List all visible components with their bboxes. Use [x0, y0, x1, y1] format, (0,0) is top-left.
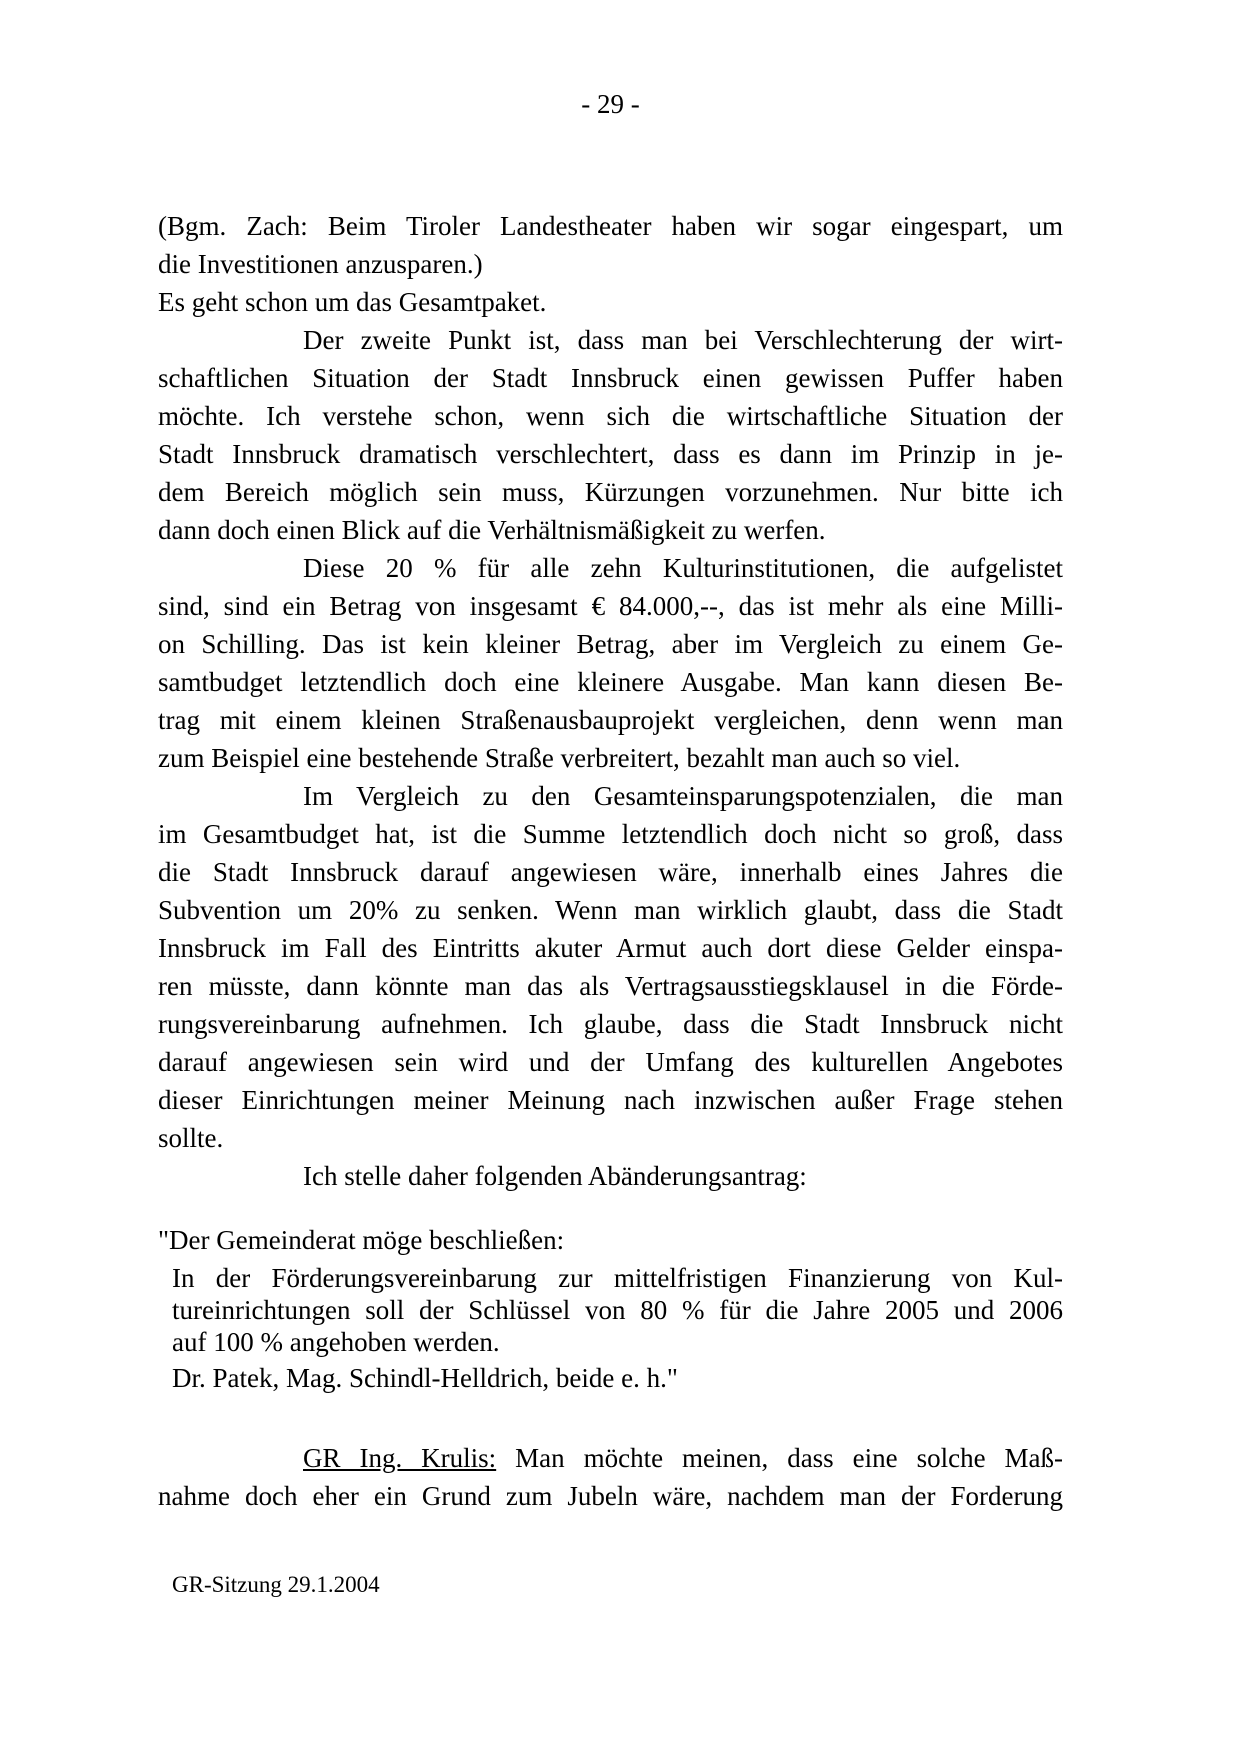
- motion-line: In der Förderungsvereinbarung zur mittelfristigen Finanzierung von Kul-: [172, 1263, 1063, 1293]
- text-line: schaftlichen Situation der Stadt Innsbruck einen gewissen Puffer haben: [158, 363, 1063, 393]
- page-text-block: [158, 0, 1063, 1599]
- text-line: sollte.: [158, 1123, 224, 1153]
- speaker-text: Man möchte meinen, dass eine solche Maß-: [496, 1443, 1064, 1473]
- paragraph-krulis: [158, 1439, 1063, 1515]
- statement-line: Es geht schon um das Gesamtpaket.: [158, 287, 547, 317]
- text-line: nahme doch eher ein Grund zum Jubeln wäre, nachdem man der Forderung: [158, 1481, 1063, 1511]
- text-line: Der zweite Punkt ist, dass man bei Verschlechterung der wirt-: [303, 325, 1063, 355]
- text-line: rungsvereinbarung aufnehmen. Ich glaube, dass die Stadt Innsbruck nicht: [158, 1009, 1063, 1039]
- text-line: Diese 20 % für alle zehn Kulturinstitutionen, die aufgelistet: [303, 553, 1063, 583]
- paragraph-vergleich: [158, 777, 1063, 1157]
- page-number: - 29 -: [581, 89, 640, 119]
- text-line: dann doch einen Blick auf die Verhältnismäßigkeit zu werfen.: [158, 515, 826, 545]
- motion-line: tureinrichtungen soll der Schlüssel von 80 % für die Jahre 2005 und 2006: [172, 1295, 1063, 1325]
- motion-opening-line: "Der Gemeinderat möge beschließen:: [158, 1225, 565, 1255]
- paragraph-zwanzig-prozent: [158, 549, 1063, 777]
- text-line: Stadt Innsbruck dramatisch verschlechtert, dass es dann im Prinzip in je-: [158, 439, 1063, 469]
- text-line: im Gesamtbudget hat, ist die Summe letztendlich doch nicht so groß, dass: [158, 819, 1063, 849]
- text-line: (Bgm. Zach: Beim Tiroler Landestheater haben wir sogar eingespart, um: [158, 211, 1063, 241]
- motion-line: auf 100 % angehoben werden.: [172, 1327, 500, 1357]
- text-line: samtbudget letztendlich doch eine kleinere Ausgabe. Man kann diesen Be-: [158, 667, 1063, 697]
- paragraph-zweiter-punkt: [158, 321, 1063, 549]
- text-line: Innsbruck im Fall des Eintritts akuter Armut auch dort diese Gelder einspa-: [158, 933, 1063, 963]
- text-line: dem Bereich möglich sein muss, Kürzungen vorzunehmen. Nur bitte ich: [158, 477, 1063, 507]
- text-line: trag mit einem kleinen Straßenausbauprojekt vergleichen, denn wenn man: [158, 705, 1063, 735]
- text-line: on Schilling. Das ist kein kleiner Betrag, aber im Vergleich zu einem Ge-: [158, 629, 1063, 659]
- text-line: die Investitionen anzusparen.): [158, 249, 483, 279]
- text-line: Subvention um 20% zu senken. Wenn man wirklich glaubt, dass die Stadt: [158, 895, 1063, 925]
- motion-body: [172, 1262, 1063, 1358]
- antrag-intro-line: Ich stelle daher folgenden Abänderungsantrag:: [303, 1161, 807, 1191]
- signature-line: Dr. Patek, Mag. Schindl-Helldrich, beide e. h.": [172, 1363, 678, 1393]
- text-line: die Stadt Innsbruck darauf angewiesen wäre, innerhalb eines Jahres die: [158, 857, 1063, 887]
- text-line: möchte. Ich verstehe schon, wenn sich die wirtschaftliche Situation der: [158, 401, 1063, 431]
- text-line: [158, 1439, 1063, 1477]
- interjection-paragraph: [158, 207, 1063, 283]
- speaker-name: GR Ing. Krulis:: [303, 1443, 497, 1473]
- text-line: sind, sind ein Betrag von insgesamt € 84.000,--, das ist mehr als eine Milli-: [158, 591, 1063, 621]
- text-line: dieser Einrichtungen meiner Meinung nach inzwischen außer Frage stehen: [158, 1085, 1063, 1115]
- footer-note: GR-Sitzung 29.1.2004: [172, 1572, 380, 1597]
- text-line: ren müsste, dann könnte man das als Vertragsausstiegsklausel in die Förde-: [158, 971, 1063, 1001]
- text-line: Im Vergleich zu den Gesamteinsparungspotenzialen, die man: [303, 781, 1063, 811]
- text-line: zum Beispiel eine bestehende Straße verbreitert, bezahlt man auch so viel.: [158, 743, 961, 773]
- text-line: darauf angewiesen sein wird und der Umfang des kulturellen Angebotes: [158, 1047, 1063, 1077]
